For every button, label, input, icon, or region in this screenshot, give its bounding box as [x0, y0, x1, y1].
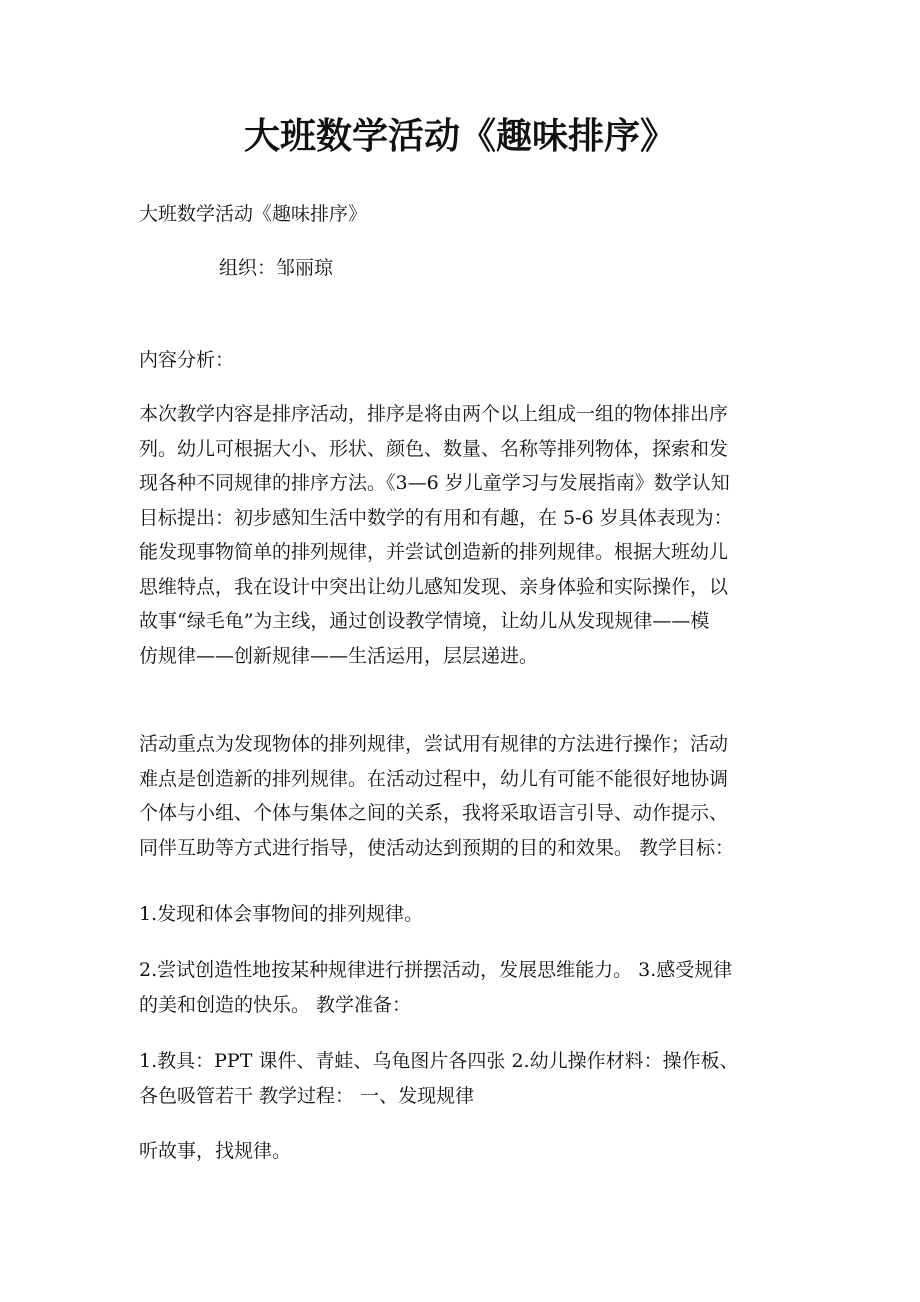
paragraph-line: 1.发现和体会事物间的排列规律。 [139, 903, 424, 925]
paragraph-line: 思维特点，我在设计中突出让幼儿感知发现、亲身体验和实际操作，以 [139, 575, 729, 598]
paragraph-line: 同伴互助等方式进行指导，使活动达到预期的目的和效果。 教学目标： [139, 836, 735, 859]
paragraph-line: 难点是创造新的排列规律。在活动过程中，幼儿有可能不能很好地协调 [139, 767, 729, 790]
paragraph-line: 个体与小组、个体与集体之间的关系，我将采取语言引导、动作提示、 [139, 802, 729, 824]
document-subtitle: 大班数学活动《趣味排序》 [139, 203, 368, 225]
paragraph-line: 能发现事物简单的排列规律，并尝试创造新的排列规律。根据大班幼儿 [139, 541, 729, 563]
paragraph-line: 本次教学内容是排序活动，排序是将由两个以上组成一组的物体排出序 [139, 403, 729, 425]
paragraph-line: 各色吸管若干 教学过程： 一、发现规律 [139, 1084, 475, 1107]
section-heading: 内容分析： [139, 349, 235, 371]
paragraph-line: 目标提出：初步感知生活中数学的有用和有趣，在 5-6 岁具体表现为： [139, 506, 733, 529]
paragraph-line: 2.尝试创造性地按某种规律进行拼摆活动，发展思维能力。 3.感受规律 [139, 959, 733, 981]
document-title: 大班数学活动《趣味排序》 [243, 115, 676, 157]
paragraph-line: 列。幼儿可根据大小、形状、颜色、数量、名称等排列物体，探索和发 [139, 437, 729, 460]
paragraph-goal-2 [139, 953, 784, 1022]
paragraph-line: 1.教具：PPT 课件、青蛙、乌龟图片各四张 2.幼儿操作材料：操作板、 [139, 1050, 739, 1072]
paragraph-activity-focus [139, 727, 784, 865]
paragraph-story [139, 1134, 784, 1169]
organizer-line: 组织：邹丽琼 [219, 257, 334, 279]
paragraph-line: 的美和创造的快乐。 教学准备： [139, 993, 412, 1016]
paragraph-line: 现各种不同规律的排序方法。《3—6 岁儿童学习与发展指南》数学认知 [139, 472, 730, 494]
paragraph-line: 活动重点为发现物体的排列规律，尝试用有规律的方法进行操作；活动 [139, 733, 729, 755]
paragraph-line: 仿规律——创新规律——生活运用，层层递进。 [139, 644, 539, 667]
paragraph-goal-1 [139, 897, 784, 932]
paragraph-line: 听故事，找规律。 [139, 1140, 292, 1162]
paragraph-content-analysis [139, 397, 784, 673]
paragraph-line: 故事“绿毛龟”为主线，通过创设教学情境，让幼儿从发现规律——模 [139, 610, 710, 632]
paragraph-preparation [139, 1044, 784, 1113]
